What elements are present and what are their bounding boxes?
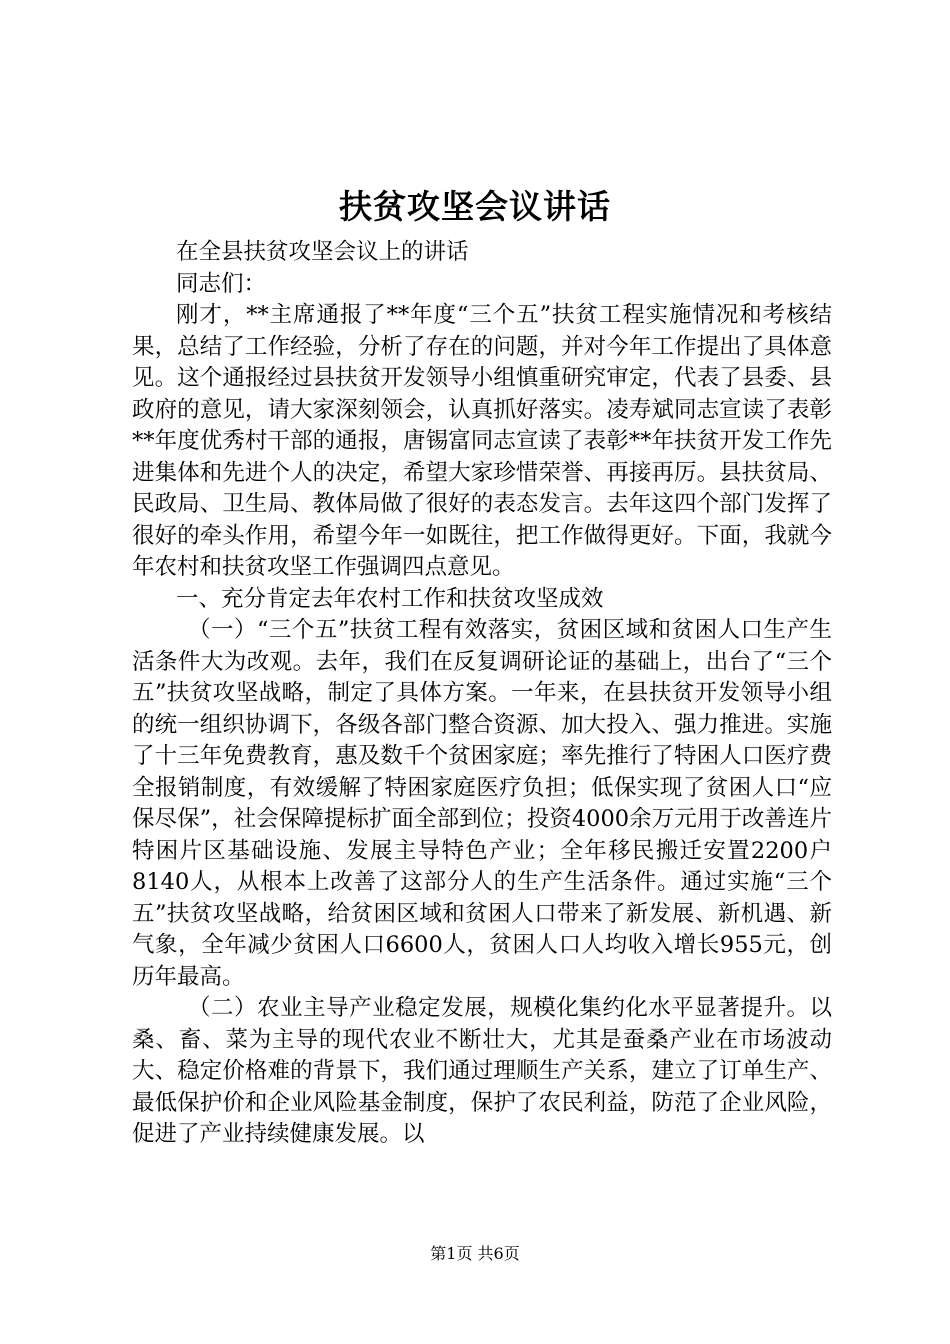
section-heading: 一、充分肯定去年农村工作和扶贫攻坚成效 (176, 585, 604, 612)
salutation: 同志们： (176, 270, 267, 297)
page-footer: 第1页 共6页 (430, 1244, 520, 1263)
document-title: 扶贫攻坚会议讲话 (339, 187, 611, 226)
body-paragraph: （二）农业主导产业稳定发展，规模化集约化水平显著提升。以桑、畜、菜为主导的现代农业不断壮大，尤其是蚕桑产业在市场波动大、稳定价格难的背景下，我们通过理顺生产关系，建立了订单生产、最低保护价和企业风险基金制度，保护了农民利益，防范了企业风险，促进了产业持续健康发展。以 (132, 995, 832, 1147)
body-paragraph: （一）“三个五”扶贫工程有效落实，贫困区域和贫困人口生产生活条件大为改观。去年，我们在反复调研论证的基础上，出台了“三个五”扶贫攻坚战略，制定了具体方案。一年来，在县扶贫开发领导小组的统一组织协调下，各级各部门整合资源、加大投入、强力推进。实施了十三年免费教育，惠及数千个贫困家庭；率先推行了特困人口医疗费全报销制度，有效缓解了特困家庭医疗负担；低保实现了贫困人口“应保尽保”，社会保障提标扩面全部到位；投资4000余万元用于改善连片特困片区基础设施、发展主导特色产业；全年移民搬迁安置2200户8140人，从根本上改善了这部分人的生产生活条件。通过实施“三个五”扶贫攻坚战略，给贫困区域和贫困人口带来了新发展、新机遇、新气象，全年减少贫困人口6600人，贫困人口人均收入增长955元，创历年最高。 (132, 617, 832, 990)
document-body (132, 237, 832, 1151)
speech-heading: 在全县扶贫攻坚会议上的讲话 (176, 239, 469, 265)
body-paragraph: 刚才，**主席通报了**年度“三个五”扶贫工程实施情况和考核结果，总结了工作经验，分析了存在的问题，并对今年工作提出了具体意见。这个通报经过县扶贫开发领导小组慎重研究审定，代表了县委、县政府的意见，请大家深刻领会，认真抓好落实。凌寿斌同志宣读了表彰**年度优秀村干部的通报，唐锡富同志宣读了表彰**年扶贫开发工作先进集体和先进个人的决定，希望大家珍惜荣誉、再接再厉。县扶贫局、民政局、卫生局、教体局做了很好的表态发言。去年这四个部门发挥了很好的牵头作用，希望今年一如既往，把工作做得更好。下面，我就今年农村和扶贫攻坚工作强调四点意见。 (132, 302, 832, 580)
